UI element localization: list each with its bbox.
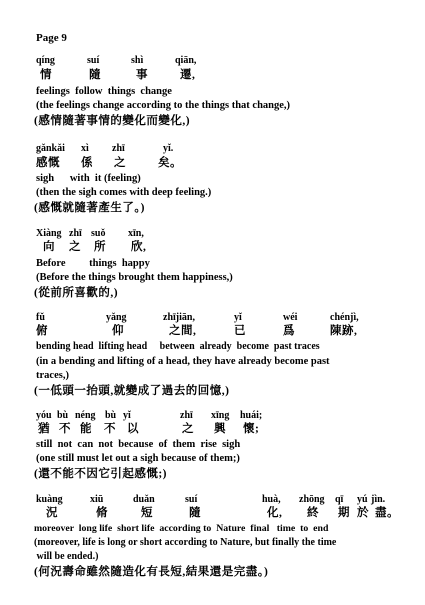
pinyin-word: duǎn [133, 494, 155, 505]
hanzi-char: 已 [234, 325, 246, 337]
chinese-translation: (感情隨著事情的變化而變化,) [34, 115, 191, 127]
hanzi-char: 感慨 [36, 157, 60, 169]
pinyin-word: xīn, [128, 228, 144, 239]
english-gloss: bending head lifting head between already become past traces [36, 341, 320, 352]
hanzi-char: 能 [80, 423, 92, 435]
pinyin-word: yǐ [234, 312, 242, 323]
hanzi-char: 之 [182, 423, 194, 435]
hanzi-char: 仰 [112, 325, 124, 337]
hanzi-char: 猶 [38, 423, 50, 435]
translation-line: (the feelings change according to the things that change,) [36, 100, 291, 111]
english-gloss: sigh with it (feeling) [36, 173, 141, 184]
hanzi-char: 於 [357, 507, 369, 519]
chinese-translation: (感慨就隨著產生了。) [34, 202, 145, 214]
hanzi-char: 情 [40, 69, 52, 81]
pinyin-word: yǐ. [163, 143, 174, 154]
hanzi-char: 係 [81, 157, 93, 169]
hanzi-char: 所 [94, 241, 106, 253]
hanzi-char: 事 [136, 69, 148, 81]
translation-line: (then the sigh comes with deep feeling.) [36, 187, 212, 198]
pinyin-word: suí [185, 494, 198, 505]
pinyin-word: yǐ [123, 410, 131, 421]
hanzi-char: 懷; [243, 423, 260, 435]
pinyin-word: wéi [283, 312, 298, 323]
hanzi-char: 隨 [189, 507, 201, 519]
english-gloss: still not can not because of them rise sigh [36, 439, 241, 450]
english-gloss: Before things happy [36, 258, 150, 269]
pinyin-word: yú [357, 494, 368, 505]
pinyin-word: zhī [69, 228, 82, 239]
hanzi-char: 況 [46, 507, 58, 519]
pinyin-word: huái; [240, 410, 263, 421]
chinese-translation: (還不能不因它引起感慨;) [34, 468, 167, 480]
translation-line: traces,) [36, 370, 69, 381]
pinyin-word: kuàng [36, 494, 63, 505]
translation-line: (Before the things brought them happiness,) [36, 272, 233, 283]
pinyin-word: xì [81, 143, 89, 154]
pinyin-word: suí [87, 55, 100, 66]
pinyin-word: xīng [211, 410, 230, 421]
hanzi-char: 以 [127, 423, 139, 435]
pinyin-word: zhījiān, [163, 312, 195, 323]
pinyin-word: bù [57, 410, 69, 421]
pinyin-word: Xiàng [36, 228, 62, 239]
hanzi-char: 不 [59, 423, 71, 435]
pinyin-word: qiān, [175, 55, 197, 66]
hanzi-char: 之 [114, 157, 126, 169]
pinyin-word: suǒ [91, 228, 106, 239]
pinyin-word: zhōng [299, 494, 325, 505]
pinyin-word: zhī [180, 410, 193, 421]
hanzi-char: 短 [141, 507, 153, 519]
pinyin-word: jìn. [371, 494, 386, 505]
pinyin-word: yóu [36, 410, 52, 421]
pinyin-word: néng [75, 410, 96, 421]
translation-line: (moreover, life is long or short according to Nature, but finally the time [34, 537, 337, 548]
hanzi-char: 之間, [169, 325, 197, 337]
hanzi-char: 隨 [89, 69, 101, 81]
hanzi-char: 不 [104, 423, 116, 435]
pinyin-word: huà, [262, 494, 281, 505]
hanzi-char: 俯 [36, 325, 48, 337]
pinyin-word: yǎng [106, 312, 127, 323]
hanzi-char: 盡。 [375, 507, 399, 519]
pinyin-word: gǎnkǎi [36, 143, 65, 154]
pinyin-word: bù [105, 410, 117, 421]
hanzi-char: 遷, [180, 69, 196, 81]
chinese-translation: (一低頭一抬頭,就變成了過去的回憶,) [34, 385, 230, 397]
hanzi-char: 之 [69, 241, 81, 253]
translation-line: will be ended.) [34, 551, 99, 562]
hanzi-char: 期 [338, 507, 350, 519]
hanzi-char: 爲 [283, 325, 295, 337]
hanzi-char: 向 [43, 241, 55, 253]
hanzi-char: 欣, [131, 241, 147, 253]
hanzi-char: 化, [267, 507, 283, 519]
hanzi-char: 陳跡, [330, 325, 358, 337]
pinyin-word: qī [335, 494, 344, 505]
english-gloss: moreover long life short life according to Nature final time to end [34, 523, 329, 534]
translation-line: (one still must let out a sigh because of them;) [36, 453, 240, 464]
pinyin-word: chénjì, [330, 312, 359, 323]
hanzi-char: 矣。 [158, 157, 182, 169]
pinyin-word: shì [131, 55, 144, 66]
pinyin-word: xiū [90, 494, 104, 505]
pinyin-word: qíng [36, 55, 55, 66]
chinese-translation: (何況壽命雖然隨造化有長短,結果還是完盡。) [34, 566, 269, 578]
pinyin-word: zhī [112, 143, 125, 154]
english-gloss: feelings follow things change [36, 86, 172, 97]
hanzi-char: 終 [307, 507, 319, 519]
hanzi-char: 興 [214, 423, 226, 435]
translation-line: (in a bending and lifting of a head, they have already become past [36, 356, 330, 367]
page-number: Page 9 [36, 32, 67, 44]
hanzi-char: 脩 [96, 507, 108, 519]
pinyin-word: fǔ [36, 312, 45, 323]
chinese-translation: (從前所喜歡的,) [34, 287, 119, 299]
